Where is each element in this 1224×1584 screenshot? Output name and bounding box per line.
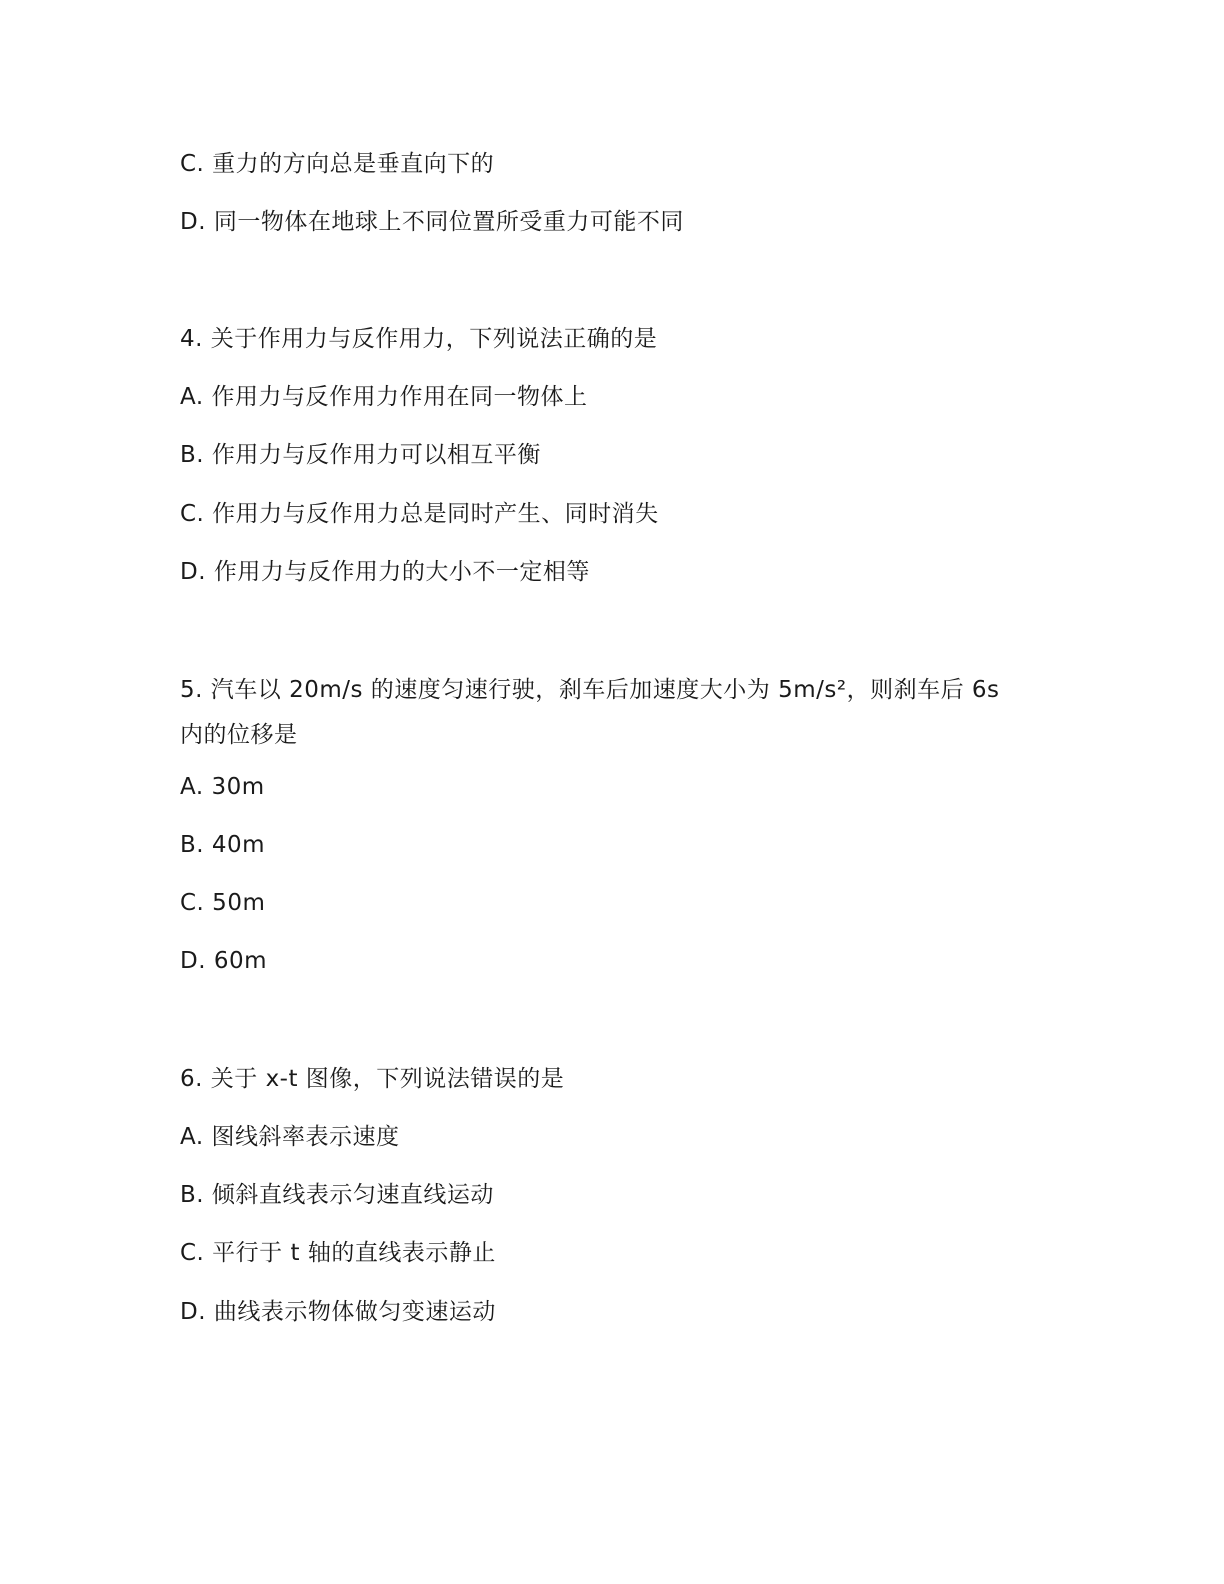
q5-option-a: A. 30m	[180, 774, 265, 800]
q5-option-d: D. 60m	[180, 948, 268, 974]
q5-option-b: B. 40m	[180, 832, 266, 858]
q6-option-d: D. 曲线表示物体做匀变速运动	[180, 1299, 496, 1325]
q4-option-c: C. 作用力与反作用力总是同时产生、同时消失	[180, 501, 659, 527]
q3-option-c: C. 重力的方向总是垂直向下的	[180, 151, 495, 177]
q6-option-c: C. 平行于 t 轴的直线表示静止	[180, 1240, 496, 1266]
q5-stem-line1: 5. 汽车以 20m/s 的速度匀速行驶，刹车后加速度大小为 5m/s²，则刹车后 6s	[180, 677, 1000, 703]
q4-option-d: D. 作用力与反作用力的大小不一定相等	[180, 559, 590, 585]
q6-option-a: A. 图线斜率表示速度	[180, 1124, 400, 1150]
q3-option-d: D. 同一物体在地球上不同位置所受重力可能不同	[180, 209, 684, 235]
q5-option-c: C. 50m	[180, 890, 266, 916]
q4-option-a: A. 作用力与反作用力作用在同一物体上	[180, 384, 588, 410]
q4-option-b: B. 作用力与反作用力可以相互平衡	[180, 442, 541, 468]
q6-option-b: B. 倾斜直线表示匀速直线运动	[180, 1182, 494, 1208]
q6-stem: 6. 关于 x-t 图像，下列说法错误的是	[180, 1066, 565, 1092]
q4-stem: 4. 关于作用力与反作用力，下列说法正确的是	[180, 326, 658, 352]
q5-stem-line2: 内的位移是	[180, 722, 298, 748]
